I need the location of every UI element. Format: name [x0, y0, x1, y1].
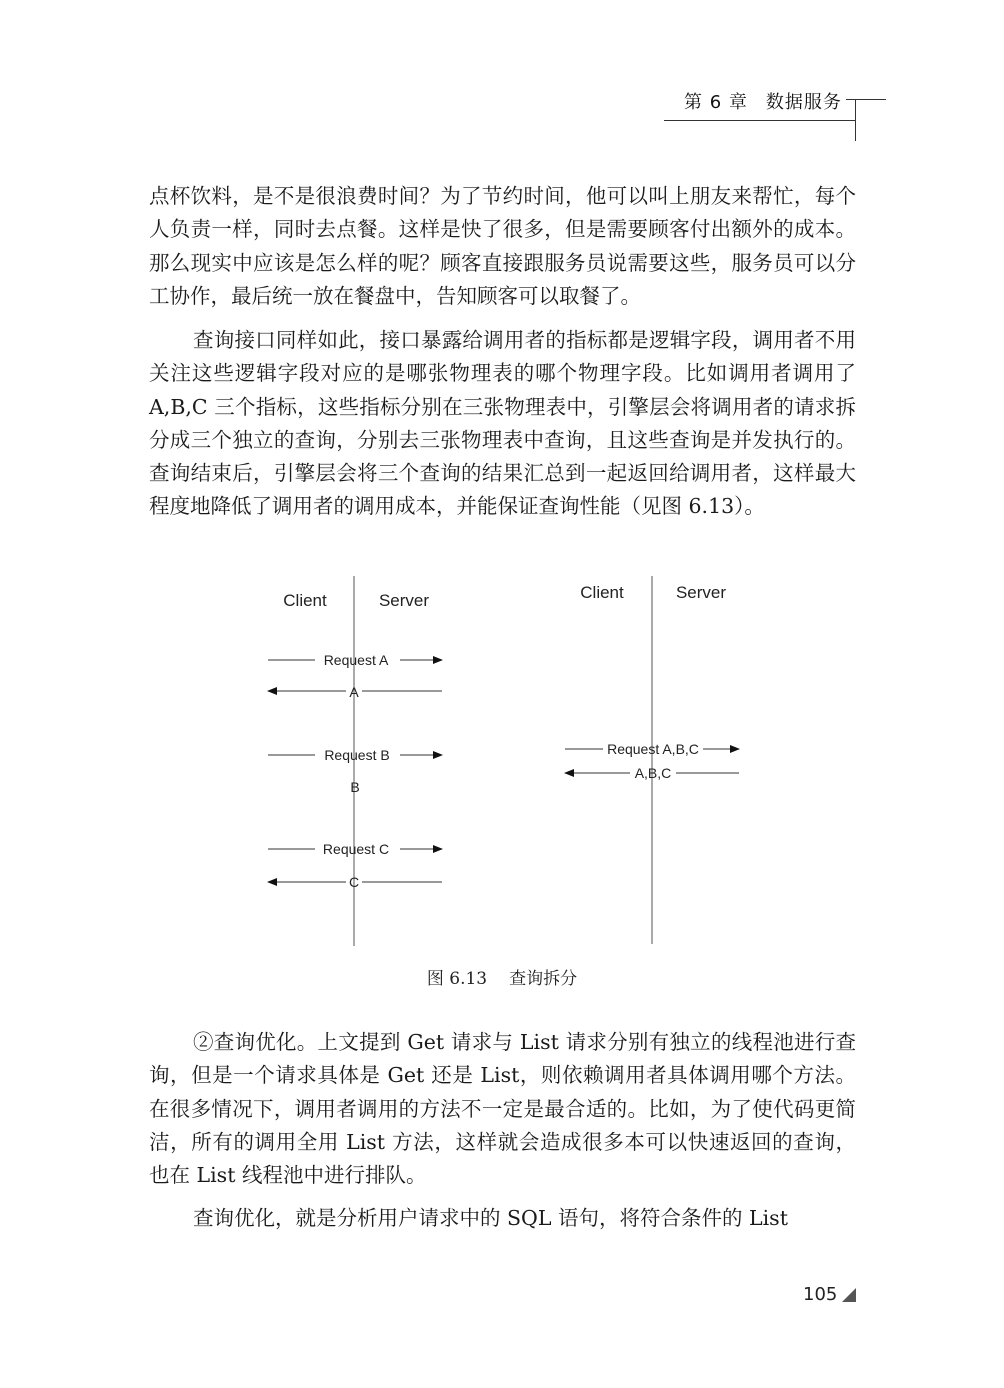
page-number: 105 — [803, 1284, 838, 1305]
right-request-label: Request A,B,C — [607, 741, 699, 757]
paragraph-3: ②查询优化。上文提到 Get 请求与 List 请求分别有独立的线程池进行查询，但是一个请求具体是 Get 还是 List，则依赖调用者具体调用哪个方法。在很多情况下，调用者调用的方法不一定是最合适的。比如，为了使代码更简洁，所有的调用全用 List 方法，这样就会造成很多本可以快速返回的查询，也在 List 线程池中进行排队。 — [149, 1030, 856, 1188]
paragraph-4: 查询优化，就是分析用户请求中的 SQL 语句，将符合条件的 List — [193, 1206, 788, 1230]
paragraph-2: 查询接口同样如此，接口暴露给调用者的指标都是逻辑字段，调用者不用关注这些逻辑字段对应的是哪张物理表的哪个物理字段。比如调用者调用了 A,B,C 三个指标，这些指标分别在三张物理表中，引擎层会将调用者的请求拆分成三个独立的查询，分别去三张物理表中查询，且这些查询是并发执行的。查询结束后，引擎层会将三个查询的结果汇总到一起返回给调用者，这样最大程度地降低了调用者的调用成本，并能保证查询性能（见图 6.13）。 — [149, 328, 856, 519]
right-response-label: A,B,C — [634, 765, 672, 781]
header-rule-vertical — [855, 99, 856, 141]
paragraph-1: 点杯饮料，是不是很浪费时间？为了节约时间，他可以叫上朋友来帮忙，每个人负责一样，同时去点餐。这样是快了很多，但是需要顾客付出额外的成本。那么现实中应该是怎么样的呢？顾客直接跟服务员说需要这些，服务员可以分工协作，最后统一放在餐盘中，告知顾客可以取餐了。 — [149, 184, 856, 308]
left-server-label: Server — [378, 591, 430, 610]
left-response-a-label: A — [349, 684, 359, 700]
left-request-b-label: Request B — [324, 747, 390, 763]
left-client-label: Client — [283, 591, 327, 610]
right-server-label: Server — [675, 583, 727, 602]
left-response-b-label: B — [350, 779, 360, 795]
right-client-label: Client — [580, 583, 624, 602]
running-header — [684, 88, 842, 114]
left-response-c-label: C — [348, 874, 360, 890]
figure-caption-number: 图 6.13 — [426, 969, 488, 989]
chapter-number: 第 6 章 — [684, 92, 748, 113]
page-corner-triangle-icon — [842, 1288, 856, 1302]
header-rule — [664, 120, 856, 121]
figure-caption-text: 查询拆分 — [509, 969, 578, 989]
header-rule-short — [846, 99, 886, 100]
left-request-c-label: Request C — [322, 841, 390, 857]
figure-caption — [0, 964, 1004, 989]
left-request-a-label: Request A — [323, 652, 389, 668]
chapter-title: 数据服务 — [765, 92, 842, 113]
